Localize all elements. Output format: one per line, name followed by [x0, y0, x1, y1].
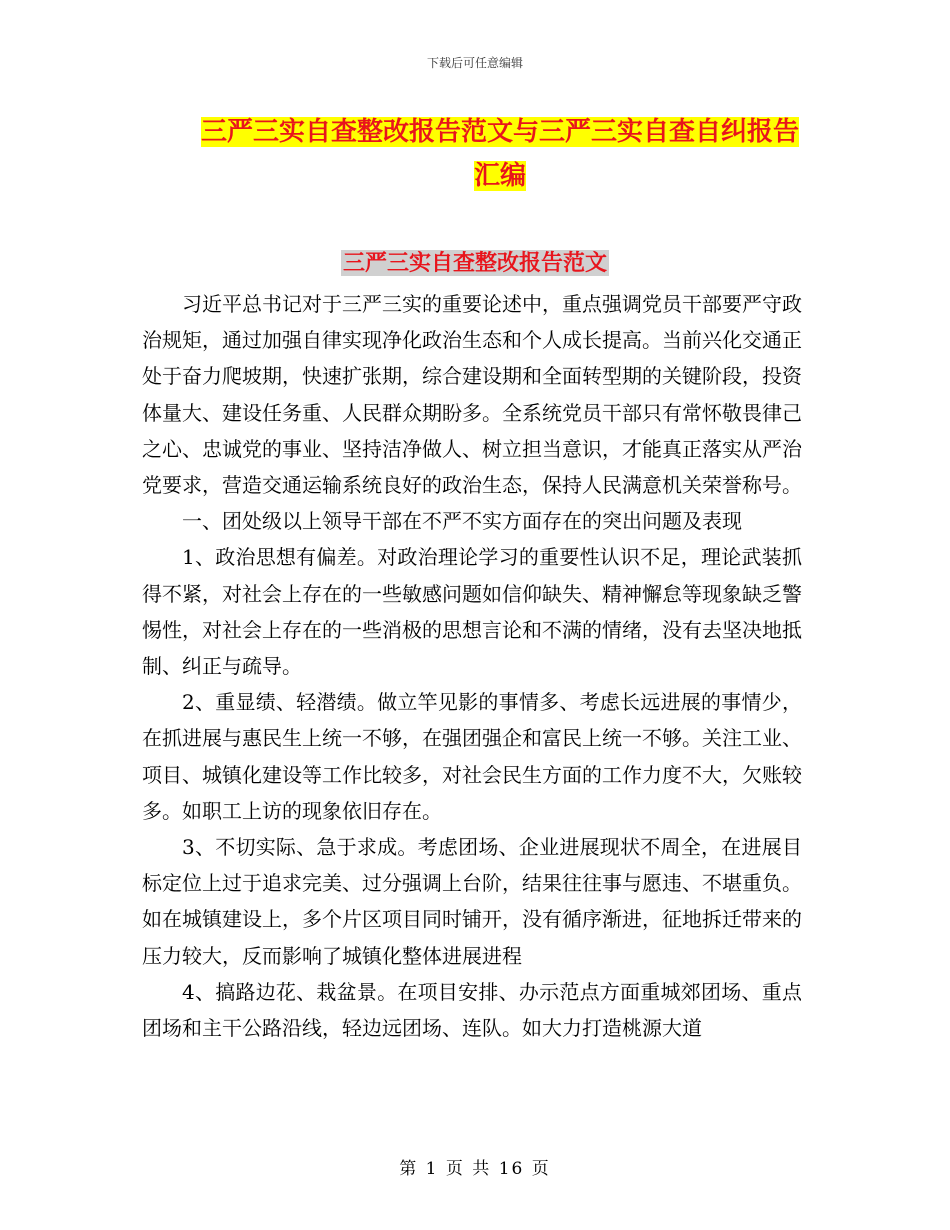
page-footer: 第 1 页 共 16 页 [399, 1159, 551, 1179]
paragraph-intro: 习近平总书记对于三严三实的重要论述中，重点强调党员干部要严守政治规矩，通过加强自律实现净化政治生态和个人成长提高。当前兴化交通正处于奋力爬坡期，快速扩张期，综合建设期和全面转型期的关键阶段，投资体量大、建设任务重、人民群众期盼多。全系统党员干部只有常怀敬畏律己之心、忠诚党的事业、坚持洁净做人、树立担当意识，才能真正落实从严治党要求，营造交通运输系统良好的政治生态，保持人民满意机关荣誉称号。 [142, 292, 802, 498]
document-title-line-1: 三严三实自查整改报告范文与三严三实自查自纠报告 [200, 117, 799, 147]
document-body [142, 286, 802, 1046]
paragraph-item-4: 4、搞路边花、栽盆景。在项目安排、办示范点方面重城郊团场、重点团场和主干公路沿线，轻边远团场、连队。如大力打造桃源大道 [142, 979, 802, 1041]
paragraph-heading-1: 一、团处级以上领导干部在不严不实方面存在的突出问题及表现 [182, 509, 742, 534]
section-title [0, 248, 950, 278]
header-note: 下载后可任意编辑 [426, 56, 523, 70]
paragraph-item-1: 1、政治思想有偏差。对政治理论学习的重要性认识不足，理论武装抓得不紧，对社会上存在的一些敏感问题如信仰缺失、精神懈怠等现象缺乏警惕性，对社会上存在的一些消极的思想言论和不满的情绪，没有去坚决地抵制、纠正与疏导。 [142, 545, 802, 679]
section-title-text: 三严三实自查整改报告范文 [342, 250, 607, 276]
paragraph-item-3: 3、不切实际、急于求成。考虑团场、企业进展现状不周全，在进展目标定位上过于追求完美、过分强调上台阶，结果往往事与愿违、不堪重负。如在城镇建设上，多个片区项目同时铺开，没有循序渐进，征地拆迁带来的压力较大，反而影响了城镇化整体进展进程 [142, 835, 802, 968]
document-title-line-2: 汇编 [473, 161, 526, 191]
paragraph-item-2: 2、重显绩、轻潜绩。做立竿见影的事情多、考虑长远进展的事情少，在抓进展与惠民生上统一不够，在强团强企和富民上统一不够。关注工业、项目、城镇化建设等工作比较多，对社会民生方面的工作力度不大，欠账较多。如职工上访的现象依旧存在。 [142, 690, 802, 823]
document-title [140, 110, 860, 198]
